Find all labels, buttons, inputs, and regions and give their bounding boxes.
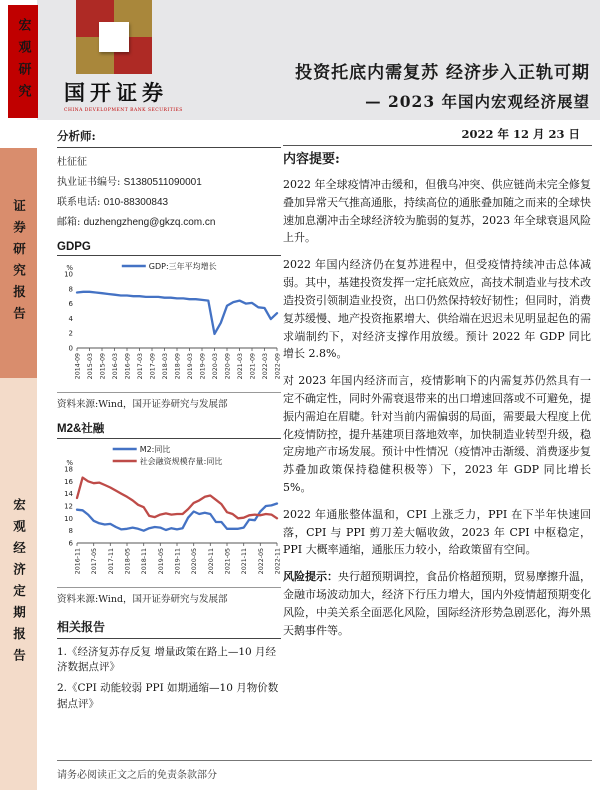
analyst-phone: 联系电话: 010-88300843 <box>57 197 169 208</box>
svg-text:2015-03: 2015-03 <box>87 353 94 380</box>
svg-text:2019-11: 2019-11 <box>174 548 182 575</box>
svg-text:16: 16 <box>64 477 73 486</box>
sidebar-macro-research-tag <box>8 5 38 118</box>
svg-text:2017-03: 2017-03 <box>137 353 144 380</box>
svg-text:2020-09: 2020-09 <box>224 353 232 380</box>
svg-text:18: 18 <box>64 465 73 474</box>
footer-divider <box>57 760 592 761</box>
svg-text:10: 10 <box>64 270 73 279</box>
svg-text:2022-05: 2022-05 <box>257 548 265 575</box>
svg-text:6: 6 <box>68 539 73 548</box>
svg-text:2022-09: 2022-09 <box>274 353 281 380</box>
svg-text:2017-09: 2017-09 <box>149 353 157 380</box>
sidebar-top-label: 宏观研究 <box>15 17 31 106</box>
svg-text:0: 0 <box>68 344 73 353</box>
risk-warning: 风险提示：央行超预期调控，食品价格超预期，贸易摩擦升温，金融市场波动加大，经济下行压力增大，国内外疫情超预期变化风险，中美关系全面恶化风险，国际经济形势急剧恶化，海外黑天鹅事件等。 <box>283 570 591 637</box>
svg-text:2021-09: 2021-09 <box>249 353 257 380</box>
svg-text:2018-09: 2018-09 <box>174 353 182 380</box>
analyst-heading: 分析师: <box>57 128 281 148</box>
svg-text:2016-03: 2016-03 <box>112 353 119 380</box>
svg-text:2015-09: 2015-09 <box>99 353 107 380</box>
svg-text:M2:同比: M2:同比 <box>139 445 171 454</box>
svg-text:GDP:三年平均增长: GDP:三年平均增长 <box>148 262 217 271</box>
svg-text:2018-03: 2018-03 <box>162 353 169 380</box>
svg-text:%: % <box>66 459 73 467</box>
brand-name-en: CHINA DEVELOPMENT BANK SECURITIES <box>64 108 183 113</box>
summary-paragraph: 2022 年全球疫情冲击缓和，但俄乌冲突、供应链尚未完全修复叠加异常天气推高通胀，持续高位的通胀叠加随之而来的全球快速加息潮冲击全球经济较为脆弱的复苏，2023 年全球衰退风险上升。 <box>283 178 591 245</box>
report-title <box>295 58 590 112</box>
svg-text:2: 2 <box>68 329 73 338</box>
svg-text:2017-05: 2017-05 <box>91 548 99 575</box>
brand-logo <box>64 0 183 113</box>
analyst-email: 邮箱: duzhengzheng@gkzq.com.cn <box>57 217 216 228</box>
svg-text:2022-11: 2022-11 <box>274 548 281 575</box>
svg-text:2018-11: 2018-11 <box>141 548 149 575</box>
svg-text:2021-03: 2021-03 <box>237 353 244 380</box>
m2-chart-heading: M2&社融 <box>57 420 281 439</box>
summary-heading: 内容提要: <box>283 152 340 167</box>
svg-text:4: 4 <box>68 314 73 323</box>
footer-disclaimer: 请务必阅读正文之后的免责条款部分 <box>57 770 217 781</box>
svg-text:12: 12 <box>64 502 73 511</box>
svg-text:8: 8 <box>68 527 73 536</box>
svg-text:6: 6 <box>68 300 73 309</box>
svg-text:2016-11: 2016-11 <box>74 548 82 575</box>
svg-text:2016-09: 2016-09 <box>124 353 132 380</box>
report-title-line2: — 2023 年国内宏观经济展望 <box>365 92 590 111</box>
m2-chart <box>57 439 281 588</box>
svg-text:8: 8 <box>68 285 73 294</box>
date-divider <box>283 145 592 146</box>
svg-text:2022-03: 2022-03 <box>262 353 269 380</box>
left-column <box>57 128 281 712</box>
svg-text:2019-03: 2019-03 <box>187 353 194 380</box>
svg-text:2021-11: 2021-11 <box>241 548 249 575</box>
svg-text:14: 14 <box>64 490 73 499</box>
svg-text:2019-05: 2019-05 <box>157 548 165 575</box>
svg-text:10: 10 <box>64 514 73 523</box>
svg-text:2019-09: 2019-09 <box>199 353 207 380</box>
svg-text:2014-09: 2014-09 <box>74 353 82 380</box>
related-report-item: 1.《经济复苏存反复 增量政策在路上—10 月经济数据点评》 <box>57 646 277 674</box>
risk-warning-label: 风险提示： <box>283 570 338 584</box>
svg-text:2020-03: 2020-03 <box>212 353 219 380</box>
gdp-chart <box>57 256 281 393</box>
sidebar-mid-label: 证券研究报告 <box>11 198 27 328</box>
svg-text:%: % <box>66 264 73 272</box>
svg-text:2017-11: 2017-11 <box>107 548 115 575</box>
svg-text:2018-05: 2018-05 <box>124 548 132 575</box>
analyst-name: 杜征征 <box>57 157 87 168</box>
sidebar-bottom-label: 宏观经济定期报告 <box>11 498 27 670</box>
logo-squares-icon <box>76 0 152 74</box>
sidebar-periodic-report-tag <box>0 378 37 790</box>
brand-name-cn: 国开证券 <box>64 80 168 105</box>
svg-text:2021-05: 2021-05 <box>224 548 232 575</box>
summary-paragraph: 2022 年通胀整体温和，CPI 上涨乏力，PPI 在下半年快速回落，CPI 与 PPI 剪刀差大幅收敛，2023 年 CPI 中枢稳定，PPI 大概率通缩，通胀压力较小，给政策留有空间。 <box>283 507 591 557</box>
sidebar-securities-report-tag <box>0 148 37 378</box>
summary-paragraph: 对 2023 年国内经济而言，疫情影响下的内需复苏仍然具有一定不确定性，同时外需衰退带来的出口增速回落或不可避免，提振内需迫在眉睫。针对当前内需偏弱的局面，需要最大程度上优化疫情防控，提升基建项目落地效率，加快制造业转型升级，稳定房地产市场发展。预计中性情况（疫情冲击渐缓、消费逐步复苏叠加政策保持稳健积极等）下，2023 年 GDP 同比增长 5%。 <box>283 374 591 494</box>
analyst-license: 执业证书编号: S1380511090001 <box>57 177 202 188</box>
gdp-chart-heading: GDPG <box>57 241 281 256</box>
summary-paragraph: 2022 年国内经济仍在复苏进程中，但受疫情持续冲击总体减弱。其中，基建投资发挥一定托底效应，高技术制造业与技术改造投资引领制造业投资，出口仍然保持较好韧性；但同时，消费复苏缓慢、地产投资拖累增大、供给端在迟迟未见明显起色的需求端制约下，对经济支撑作用放缓。预计 2022 年 GDP 同比增长 2.8%。 <box>283 258 591 361</box>
svg-text:2020-11: 2020-11 <box>207 548 215 575</box>
svg-text:2020-05: 2020-05 <box>191 548 199 575</box>
gdp-chart-source: 资料来源:Wind，国开证券研究与发展部 <box>57 399 228 410</box>
related-reports-heading: 相关报告 <box>57 618 281 639</box>
svg-text:社会融资规模存量:同比: 社会融资规模存量:同比 <box>139 457 223 466</box>
related-report-item: 2.《CPI 动能较弱 PPI 如期通缩—10 月物价数据点评》 <box>57 682 279 710</box>
report-title-line1: 投资托底内需复苏 经济步入正轨可期 <box>295 63 590 83</box>
report-date: 2022 年 12 月 23 日 <box>461 127 580 141</box>
summary-column <box>283 148 591 640</box>
m2-chart-source: 资料来源:Wind，国开证券研究与发展部 <box>57 594 228 605</box>
